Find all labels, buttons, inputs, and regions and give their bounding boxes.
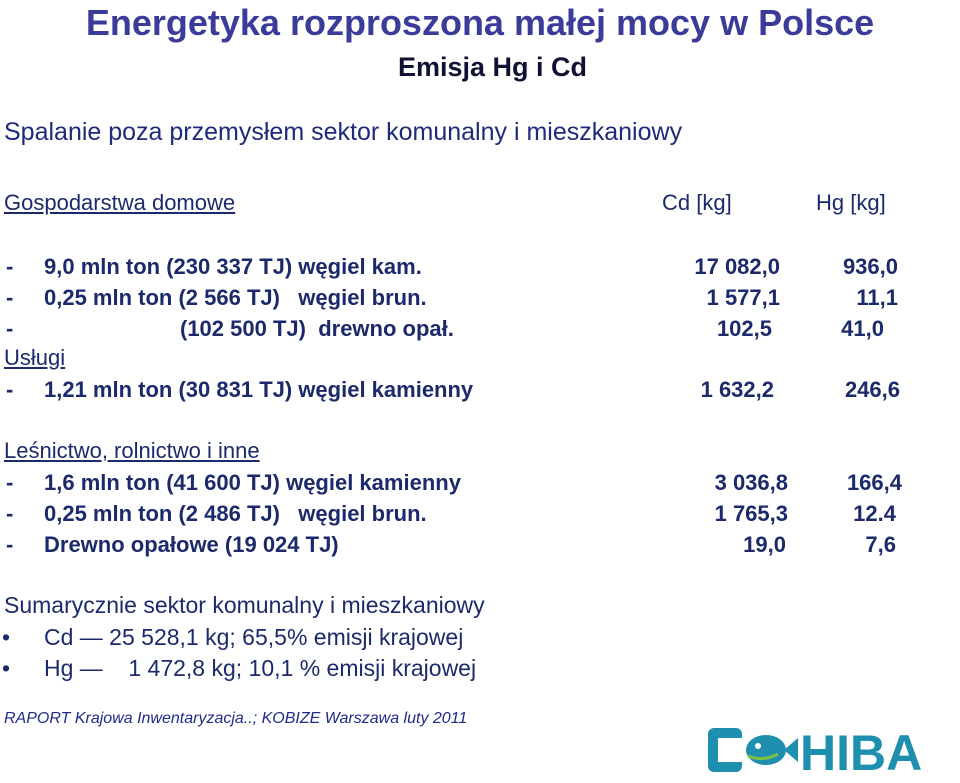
sector-title: Spalanie poza przemysłem sektor komunalny i mieszkaniowy xyxy=(4,118,683,146)
row-cd-value: 19,0 xyxy=(743,532,786,557)
row-hg-value: 936,0 xyxy=(842,254,898,279)
row-hg-value: 7,6 xyxy=(865,532,896,557)
source-note: RAPORT Krajowa Inwentaryzacja..; KOBIZE Warszawa luty 2011 xyxy=(4,710,468,727)
row-description: 1,21 mln ton (30 831 TJ) węgiel kamienny xyxy=(44,377,474,402)
households-heading: Gospodarstwa domowe xyxy=(4,190,236,215)
row-hg-value: 11,1 xyxy=(856,285,898,310)
row-dash: - xyxy=(6,254,14,279)
row-dash: - xyxy=(6,285,14,310)
row-dash: - xyxy=(6,377,14,402)
logo-graphic xyxy=(708,722,958,778)
hg-column-header: Hg [kg] xyxy=(816,190,886,215)
table-row xyxy=(0,470,960,498)
bullet-mark: • xyxy=(2,624,11,650)
slide-subtitle: Emisja Hg i Cd xyxy=(398,52,588,82)
services-heading: Usługi xyxy=(4,345,66,370)
table-row xyxy=(0,254,960,282)
row-cd-value: 102,5 xyxy=(716,316,772,341)
summary-cd: Cd — 25 528,1 kg; 65,5% emisji krajowej xyxy=(44,624,464,650)
bullet-mark: • xyxy=(2,655,11,681)
table-row xyxy=(0,532,960,560)
slide-title: Energetyka rozproszona małej mocy w Polsce xyxy=(85,2,875,43)
fish-icon xyxy=(746,735,798,765)
summary-hg: Hg — 1 472,8 kg; 10,1 % emisji krajowej xyxy=(44,655,477,681)
logo-text: HIBA xyxy=(800,725,923,778)
row-cd-value: 1 632,2 xyxy=(700,377,774,402)
row-description: Drewno opałowe (19 024 TJ) xyxy=(44,532,339,557)
table-row xyxy=(0,285,960,313)
list-item xyxy=(0,655,960,685)
row-hg-value: 12.4 xyxy=(853,501,896,526)
row-dash: - xyxy=(6,316,14,341)
row-cd-value: 17 082,0 xyxy=(694,254,780,279)
cd-column-header: Cd [kg] xyxy=(662,190,732,215)
row-hg-value: 246,6 xyxy=(844,377,900,402)
row-description: 1,6 mln ton (41 600 TJ) węgiel kamienny xyxy=(44,470,461,495)
table-row xyxy=(0,501,960,529)
row-cd-value: 1 765,3 xyxy=(714,501,788,526)
row-description: (102 500 TJ) drewno opał. xyxy=(180,316,454,341)
row-description: 0,25 mln ton (2 486 TJ) węgiel brun. xyxy=(44,501,427,526)
summary-heading: Sumarycznie sektor komunalny i mieszkaniowy xyxy=(4,592,485,618)
list-item xyxy=(0,624,960,654)
row-dash: - xyxy=(6,532,14,557)
cohiba-logo xyxy=(708,722,958,778)
table-row xyxy=(0,316,960,344)
row-dash: - xyxy=(6,470,14,495)
row-cd-value: 3 036,8 xyxy=(714,470,788,495)
table-row xyxy=(0,377,960,405)
row-hg-value: 41,0 xyxy=(841,316,884,341)
row-cd-value: 1 577,1 xyxy=(706,285,780,310)
forestry-heading: Leśnictwo, rolnictwo i inne xyxy=(4,438,260,463)
row-description: 9,0 mln ton (230 337 TJ) węgiel kam. xyxy=(44,254,422,279)
row-description: 0,25 mln ton (2 566 TJ) węgiel brun. xyxy=(44,285,427,310)
row-dash: - xyxy=(6,501,14,526)
row-hg-value: 166,4 xyxy=(846,470,902,495)
